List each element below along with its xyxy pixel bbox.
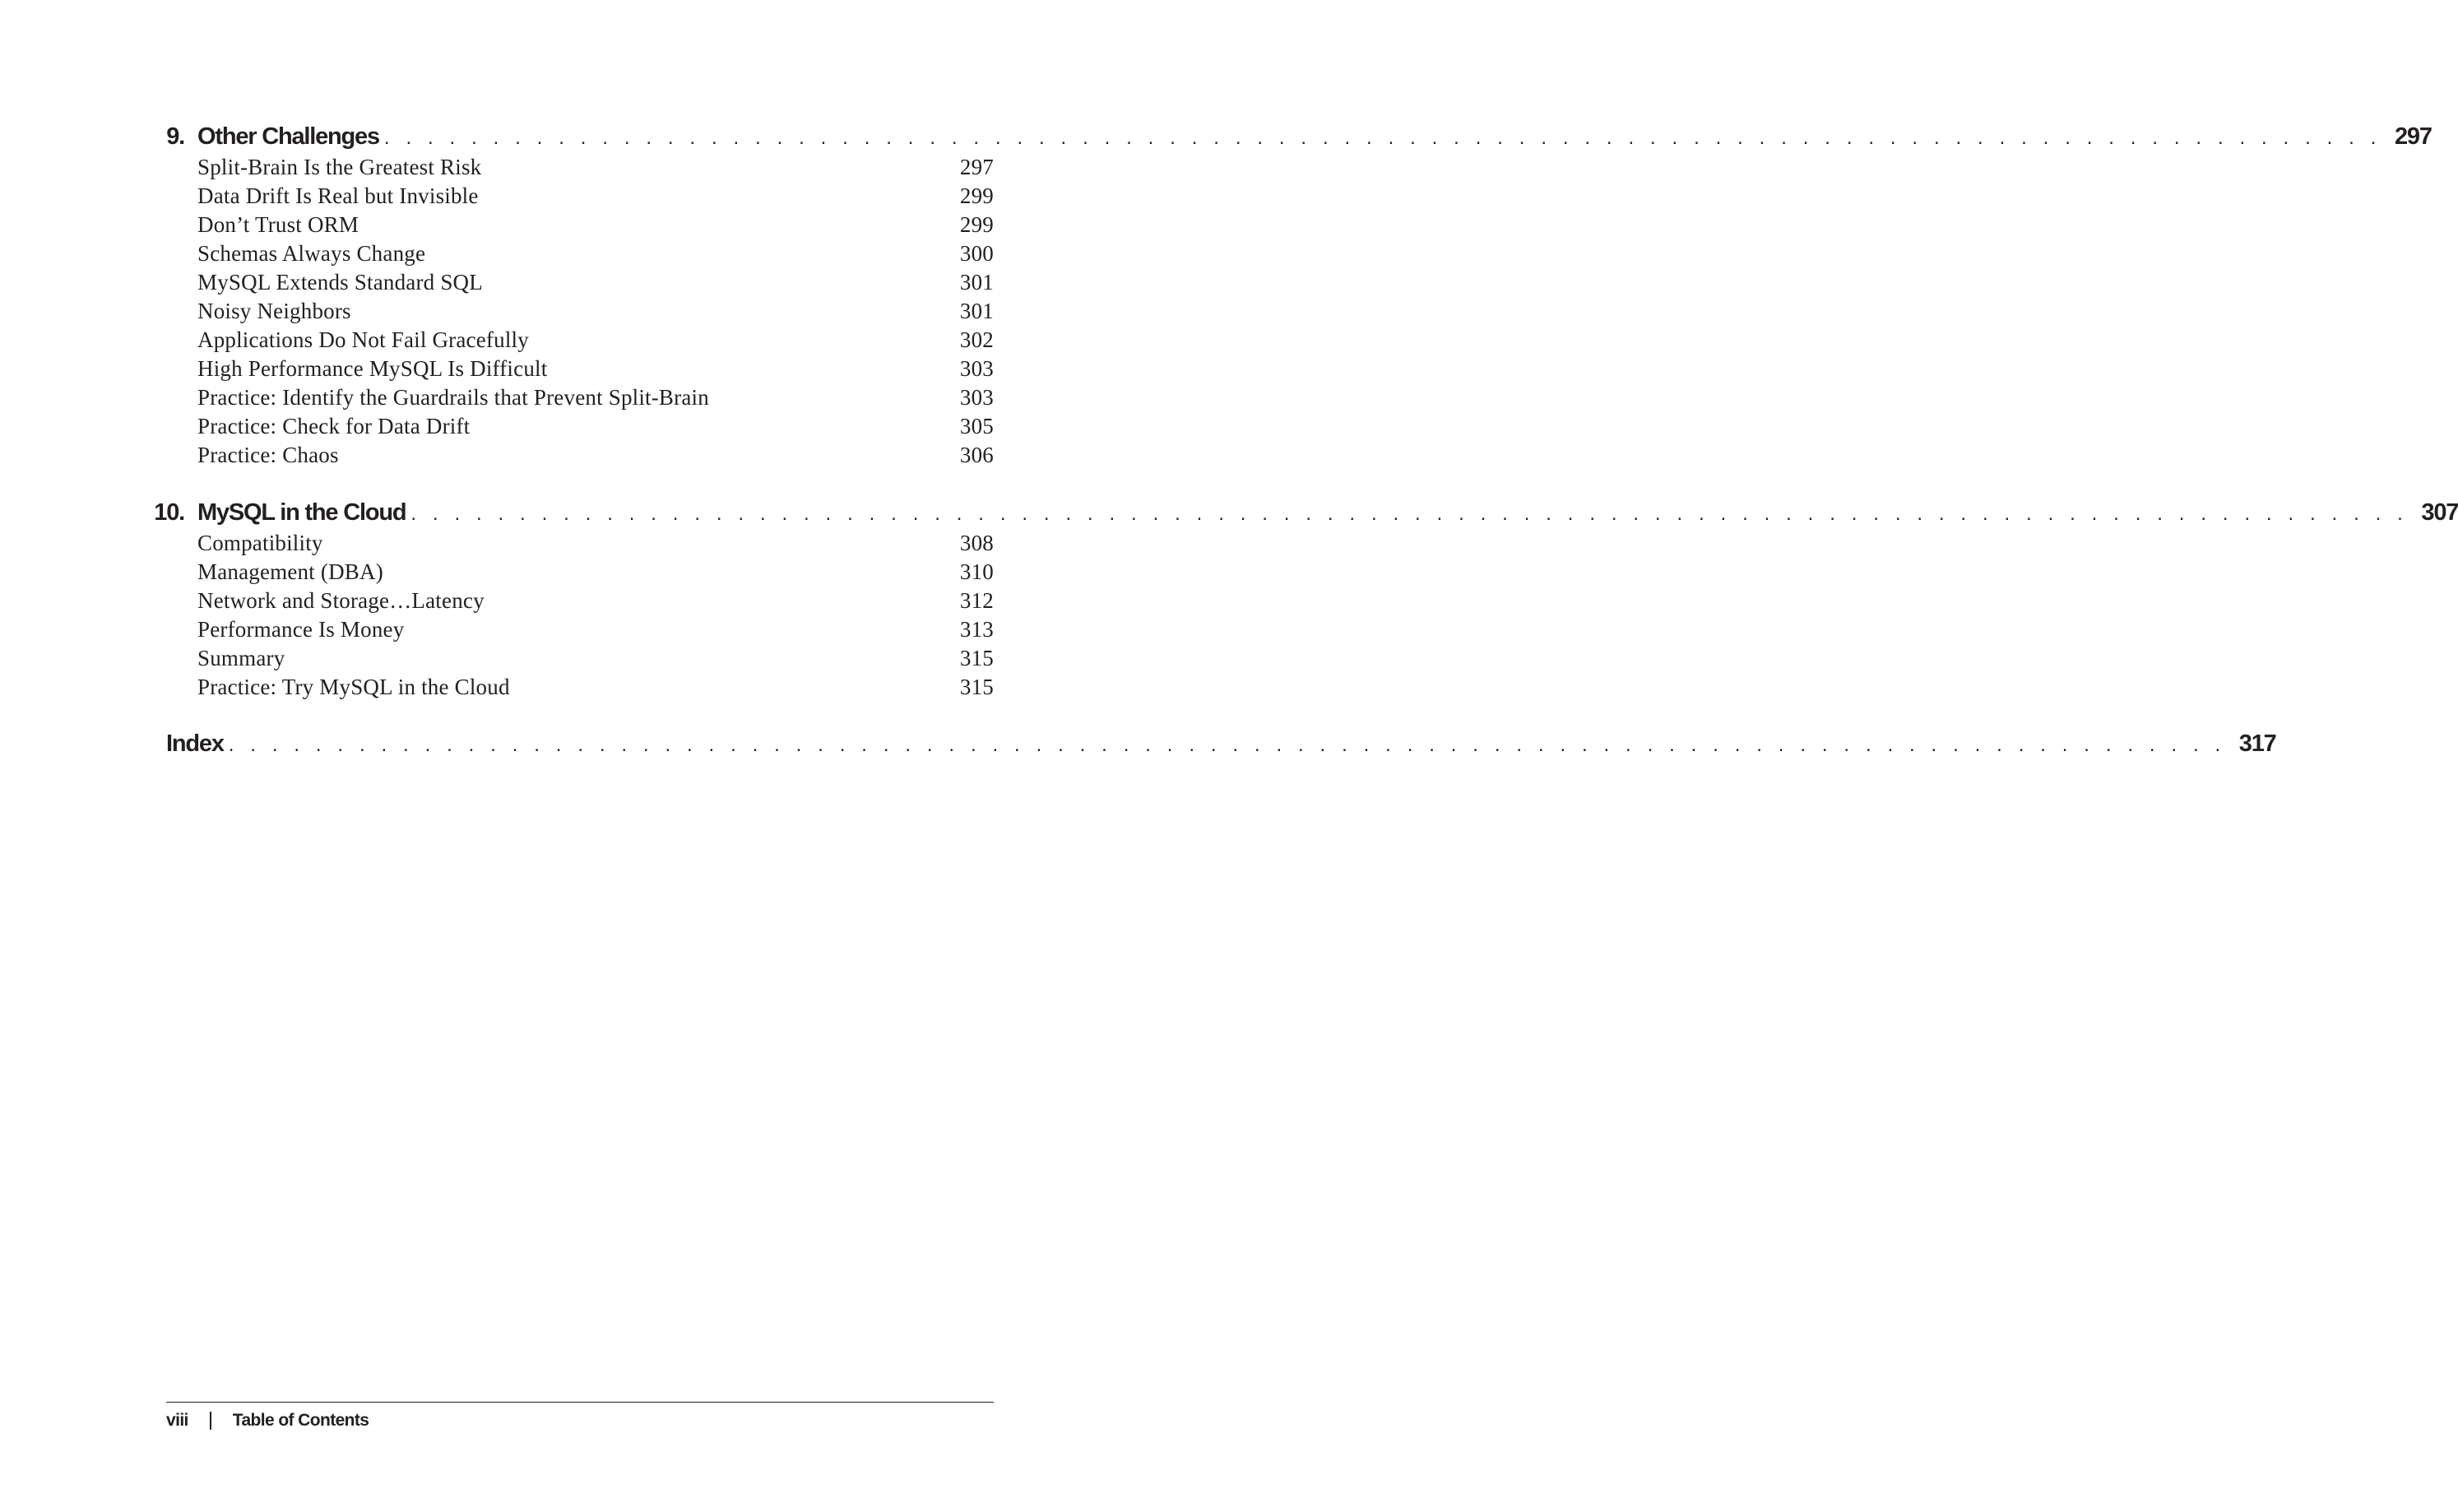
entry-title: Practice: Chaos xyxy=(197,443,339,467)
entry-page-number: 315 xyxy=(959,675,994,699)
entry-page-number: 315 xyxy=(959,646,994,670)
footer-rule xyxy=(166,1402,994,1403)
toc-entry[interactable] xyxy=(197,414,994,443)
toc-entry[interactable] xyxy=(197,155,994,183)
entry-title: Practice: Check for Data Drift xyxy=(197,414,471,438)
toc-entry[interactable] xyxy=(197,356,994,385)
entry-title: Data Drift Is Real but Invisible xyxy=(197,183,479,208)
toc-entry[interactable] xyxy=(197,385,994,414)
toc-entry[interactable] xyxy=(197,212,994,241)
entry-title: Schemas Always Change xyxy=(197,241,426,266)
chapter-heading[interactable] xyxy=(0,123,2432,156)
toc-entry[interactable] xyxy=(197,241,994,270)
toc-entry[interactable] xyxy=(197,617,994,646)
footer-separator xyxy=(210,1412,211,1430)
toc-entry[interactable] xyxy=(197,183,994,212)
entry-page-number: 313 xyxy=(959,617,994,642)
entry-page-number: 303 xyxy=(959,385,994,410)
page-footer xyxy=(166,1408,369,1433)
entry-title: Practice: Try MySQL in the Cloud xyxy=(197,675,510,699)
entry-title: Noisy Neighbors xyxy=(197,299,351,323)
entry-title: Practice: Identify the Guardrails that Prevent Split-Brain xyxy=(197,385,709,410)
entry-page-number: 310 xyxy=(959,559,994,584)
entry-title: Applications Do Not Fail Gracefully xyxy=(197,327,529,352)
entry-page-number: 301 xyxy=(959,270,994,295)
dot-leader: . . . . . . . . . . . . . . . . . . . . . . . . . . . . . . . . . . . . . . . . . . . . . . . . . . . . . . . . . . . . . . . . . . . . . . . . . . . . . . . . . . . . . . . . . . . . xyxy=(410,503,2409,525)
entry-title: Performance Is Money xyxy=(197,617,405,642)
entry-title: Summary xyxy=(197,646,285,670)
entry-page-number: 299 xyxy=(959,183,994,208)
chapter-number: 10. xyxy=(154,499,184,526)
index-page-number: 317 xyxy=(2238,730,2276,757)
entry-page-number: 301 xyxy=(959,299,994,323)
entry-page-number: 305 xyxy=(959,414,994,438)
dot-leader: . . . . . . . . . . . . . . . . . . . . . . . . . . . . . . . . . . . . . . . . . . . . . . . . . . . . . . . . . . . . . . . . . . . . . . . . . . . . . . . . . . . . . . . . . . . . xyxy=(383,127,2381,149)
footer-page-number: viii xyxy=(166,1411,188,1430)
entry-page-number: 300 xyxy=(959,241,994,266)
entry-page-number: 312 xyxy=(959,588,994,613)
entry-title: MySQL Extends Standard SQL xyxy=(197,270,483,295)
entry-page-number: 306 xyxy=(959,443,994,467)
toc-entry[interactable] xyxy=(197,443,994,471)
entry-title: Don’t Trust ORM xyxy=(197,212,359,237)
toc-entry[interactable] xyxy=(197,327,994,356)
dot-leader: . . . . . . . . . . . . . . . . . . . . . . . . . . . . . . . . . . . . . . . . . . . . . . . . . . . . . . . . . . . . . . . . . . . . . . . . . . . . . . . . . . . . . . . . . . . . xyxy=(228,734,2226,756)
index-title: Index xyxy=(166,730,224,757)
toc-entry[interactable] xyxy=(197,675,994,703)
entry-title: Network and Storage…Latency xyxy=(197,588,485,613)
footer-section-title: Table of Contents xyxy=(232,1411,369,1430)
chapter-title: MySQL in the Cloud xyxy=(197,499,406,526)
entry-page-number: 299 xyxy=(959,212,994,237)
entry-page-number: 303 xyxy=(959,356,994,381)
entry-page-number: 302 xyxy=(959,327,994,352)
toc-entry[interactable] xyxy=(197,299,994,327)
toc-entry[interactable] xyxy=(197,531,994,559)
entry-title: Split-Brain Is the Greatest Risk xyxy=(197,155,482,179)
entry-title: Management (DBA) xyxy=(197,559,383,584)
entry-title: High Performance MySQL Is Difficult xyxy=(197,356,548,381)
toc-entry[interactable] xyxy=(197,559,994,588)
index-heading[interactable] xyxy=(0,730,2276,763)
chapter-page-number: 297 xyxy=(2394,123,2432,150)
chapter-title: Other Challenges xyxy=(197,123,379,150)
entry-page-number: 308 xyxy=(959,531,994,555)
entry-page-number: 297 xyxy=(959,155,994,179)
chapter-number: 9. xyxy=(166,123,184,150)
chapter-page-number: 307 xyxy=(2421,499,2458,526)
toc-entry[interactable] xyxy=(197,646,994,675)
toc-entry[interactable] xyxy=(197,270,994,299)
toc-entry[interactable] xyxy=(197,588,994,617)
entry-title: Compatibility xyxy=(197,531,323,555)
chapter-heading[interactable] xyxy=(0,499,2458,532)
